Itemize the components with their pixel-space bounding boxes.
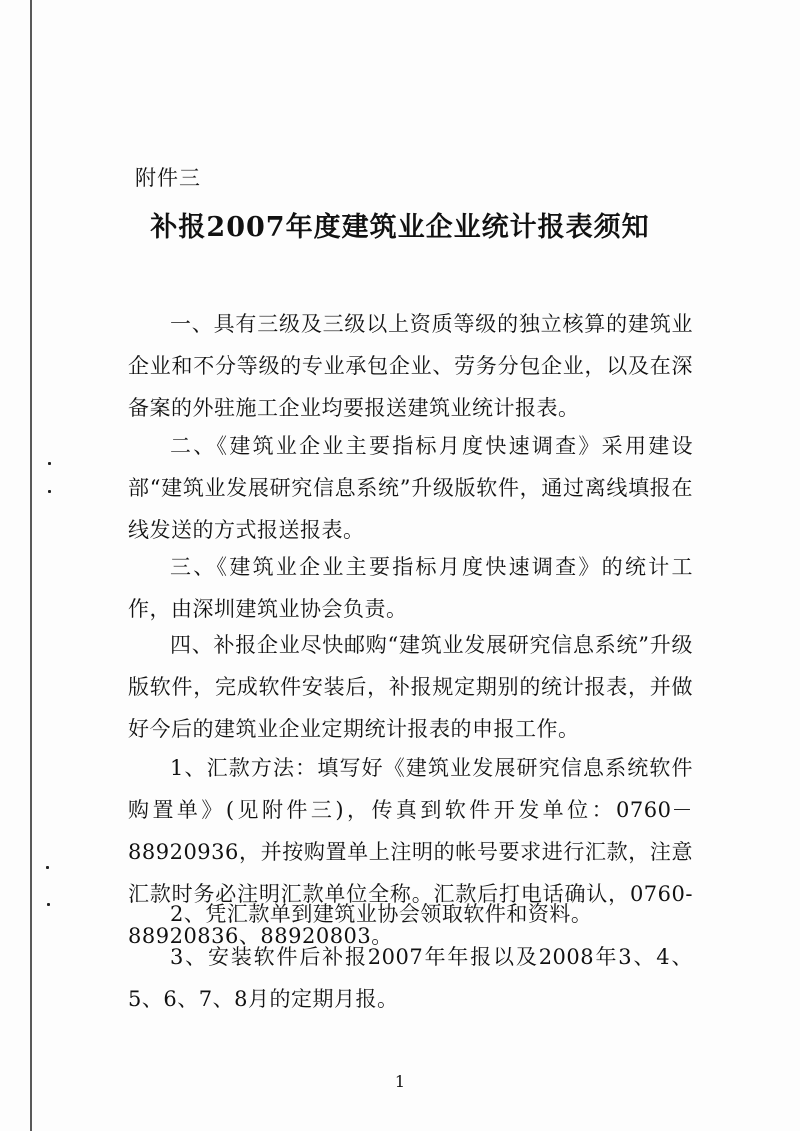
paragraph-collect-software: 2、凭汇款单到建筑业协会领取软件和资料。 [170, 902, 593, 926]
paragraph-4: 四、补报企业尽快邮购“建筑业发展研究信息系统”升级版软件，完成软件安装后，补报规定期别的统计报表，并做好今后的建筑业企业定期统计报表的申报工作。 [128, 633, 693, 741]
scan-speck [48, 462, 51, 465]
paragraph-remittance-method: 1、汇款方法：填写好《建筑业发展研究信息系统软件购置单》(见附件三)，传真到软件开发单位：0760－88920936，并按购置单上注明的帐号要求进行汇款，注意汇款时务必注明汇款单位全称。汇款后打电话确认，0760-88920836、88920803。 [128, 756, 693, 948]
scan-edge-line [30, 0, 32, 1131]
scan-speck [46, 866, 49, 869]
page-number: 1 [394, 1072, 406, 1091]
paragraph-supplementary-report: 3、安装软件后补报2007年年报以及2008年3、4、5、6、7、8月的定期月报。 [128, 945, 693, 1011]
paragraph-1: 一、具有三级及三级以上资质等级的独立核算的建筑业企业和不分等级的专业承包企业、劳务分包企业，以及在深备案的外驻施工企业均要报送建筑业统计报表。 [128, 312, 693, 420]
scan-speck [47, 903, 50, 906]
attachment-label: 附件三 [135, 166, 201, 190]
document-title: 补报2007年度建筑业企业统计报表须知 [150, 212, 650, 243]
scan-speck [48, 490, 51, 493]
paragraph-3: 三、《建筑业企业主要指标月度快速调查》的统计工作，由深圳建筑业协会负责。 [128, 555, 693, 621]
paragraph-2: 二、《建筑业企业主要指标月度快速调查》采用建设部“建筑业发展研究信息系统”升级版软件，通过离线填报在线发送的方式报送报表。 [128, 434, 693, 542]
